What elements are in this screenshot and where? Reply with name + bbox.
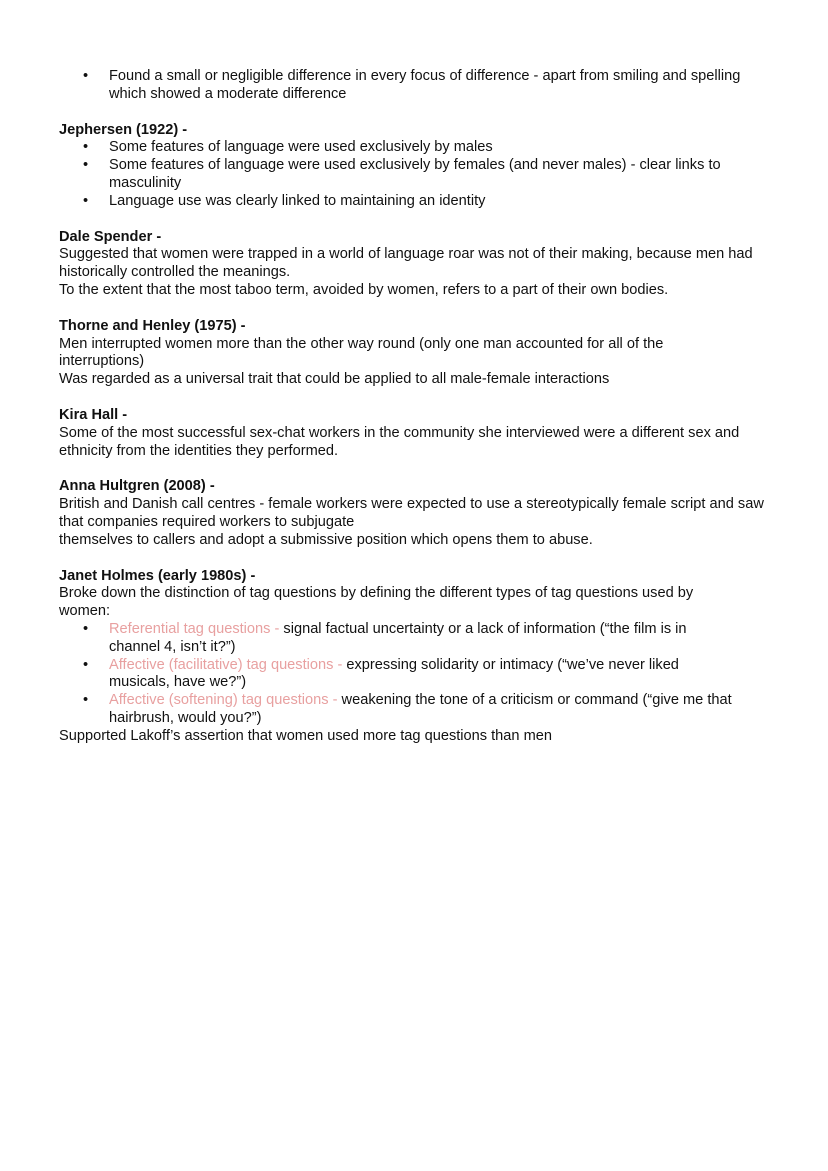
list-item [59,68,771,104]
section-heading: Kira Hall - [59,406,128,423]
paragraph: Suggested that women were trapped in a world of language roar was not of their making, because men had historically controlled the meanings. [59,246,753,281]
thorne-henley-section [59,318,771,389]
list-item [59,157,771,193]
bullet-icon: • [83,157,89,174]
tag-type-description: signal factual uncertainty or a lack of information (“the film is in channel 4, isn’t it?”) [109,620,687,655]
intro-section [59,68,771,104]
list-item-text: Found a small or negligible difference in every focus of difference - apart from smiling and spelling which showed a moderate difference [109,68,741,102]
list-item [59,657,771,693]
paragraph: Men interrupted women more than the other way round (only one man accounted for all of the interruptions) [59,335,664,370]
kira-hall-section [59,407,771,460]
tag-type-description: weakening the tone of a criticism or command (“give me that hairbrush, would you?”) [109,692,732,726]
paragraph: themselves to callers and adopt a submissive position which opens them to abuse. [59,531,593,548]
list-item [59,193,771,211]
bullet-icon: • [83,692,89,709]
tag-type-description: expressing solidarity or intimacy (“we’ve never liked musicals, have we?”) [109,656,679,691]
section-heading: Dale Spender - [59,228,162,245]
section-heading: Thorne and Henley (1975) - [59,317,246,334]
bullet-icon: • [83,68,89,84]
list-item [59,621,771,657]
intro-bullet-list [59,68,771,104]
hultgren-section [59,478,771,549]
list-item-text: Some features of language were used exclusively by females (and never males) - clear links to masculinity [109,157,721,191]
spender-section [59,229,771,300]
bullet-icon: • [83,620,89,637]
paragraph: Broke down the distinction of tag questions by defining the different types of tag questions used by women: [59,585,694,620]
list-item-text: Some features of language were used exclusively by males [109,139,493,156]
tag-question-list [59,621,771,728]
tag-type-term: Affective (facilitative) tag questions - [109,656,347,673]
document-page [59,68,771,764]
bullet-icon: • [83,139,89,156]
list-item-text: Language use was clearly linked to maintaining an identity [109,192,486,209]
paragraph: British and Danish call centres - female workers were expected to use a stereotypically female script and saw that companies required workers to subjugate [59,496,764,530]
tag-type-term: Referential tag questions - [109,620,284,637]
section-heading: Anna Hultgren (2008) - [59,478,215,495]
list-item [59,139,771,157]
paragraph: Was regarded as a universal trait that could be applied to all male-female interactions [59,371,610,388]
holmes-section [59,568,771,746]
list-item [59,692,771,728]
bullet-icon: • [83,192,89,209]
section-heading: Jephersen (1922) - [59,121,188,138]
jephersen-bullet-list [59,139,771,210]
tag-type-term: Affective (softening) tag questions - [109,692,342,709]
section-heading: Janet Holmes (early 1980s) - [59,567,256,584]
paragraph: Supported Lakoff’s assertion that women used more tag questions than men [59,727,552,744]
bullet-icon: • [83,656,89,673]
jephersen-section [59,122,771,211]
paragraph: To the extent that the most taboo term, avoided by women, refers to a part of their own bodies. [59,281,669,298]
paragraph: Some of the most successful sex-chat workers in the community she interviewed were a different sex and ethnicity from the identities they performed. [59,424,740,459]
